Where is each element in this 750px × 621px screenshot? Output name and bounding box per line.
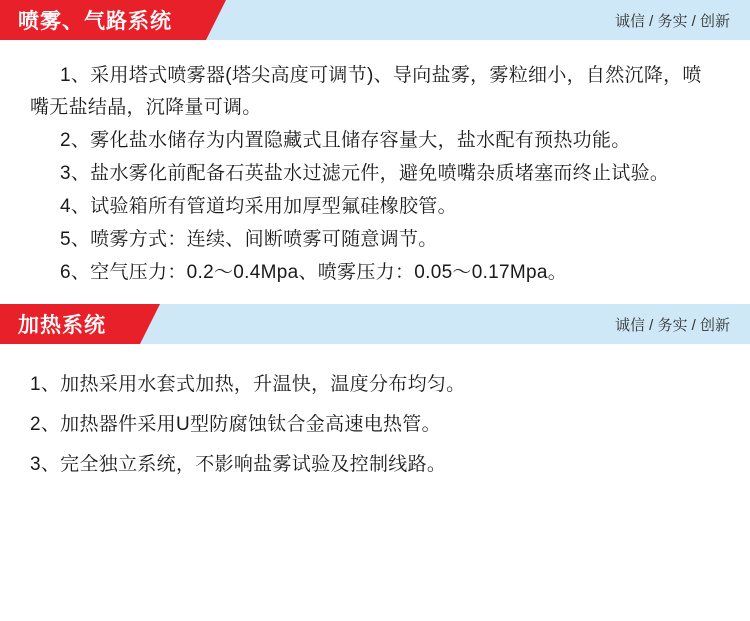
section-slogan-spray: 诚信 / 务实 / 创新: [614, 12, 730, 30]
section-title-spray: 喷雾、气路系统: [18, 10, 172, 33]
list-item: 1、采用塔式喷雾器(塔尖高度可调节)、导向盐雾，雾粒细小，自然沉降，喷嘴无盐结晶，沉降量可调。: [30, 65, 702, 118]
section-title-banner-heating: [0, 304, 140, 344]
list-item: 3、完全独立系统，不影响盐雾试验及控制线路。: [30, 454, 447, 475]
section-title-banner-spray: [0, 0, 206, 40]
section-header-spray: [0, 0, 750, 40]
list-item: 2、雾化盐水储存为内置隐藏式且储存容量大，盐水配有预热功能。: [60, 130, 631, 151]
section-body-spray: [0, 40, 750, 289]
list-item: 5、喷雾方式：连续、间断喷雾可随意调节。: [60, 229, 438, 250]
section-divider-space: [0, 290, 750, 304]
list-item: 2、加热器件采用U型防腐蚀钛合金高速电热管。: [30, 414, 441, 435]
section-header-heating: [0, 304, 750, 344]
section-body-heating: [0, 344, 750, 480]
list-item: 1、加热采用水套式加热，升温快，温度分布均匀。: [30, 374, 466, 395]
section-title-heating: 加热系统: [18, 314, 106, 337]
list-item: 6、空气压力：0.2～0.4Mpa、喷雾压力：0.05～0.17Mpa。: [60, 262, 568, 283]
section-slogan-heating: 诚信 / 务实 / 创新: [614, 316, 730, 334]
list-item: 4、试验箱所有管道均采用加厚型氟硅橡胶管。: [60, 196, 457, 217]
list-item: 3、盐水雾化前配备石英盐水过滤元件，避免喷嘴杂质堵塞而终止试验。: [60, 163, 670, 184]
